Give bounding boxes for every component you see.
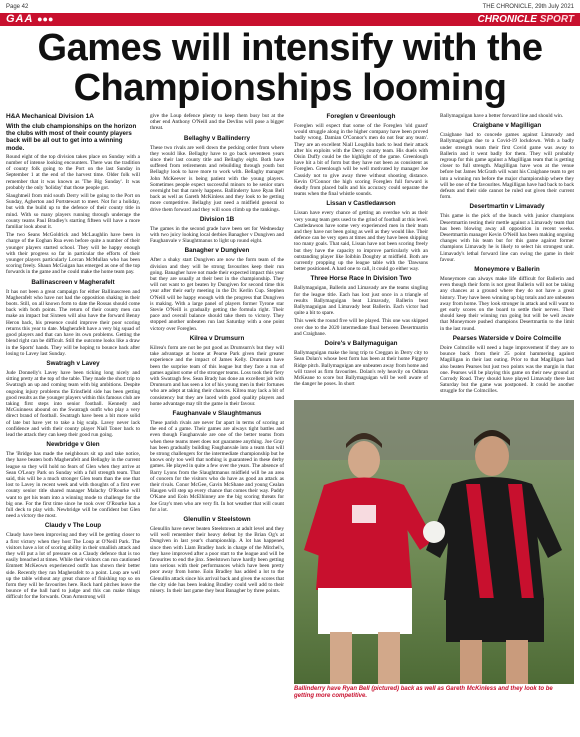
paragraph: Jude Donnelly's Lavey have been ticking long nicely and sitting pretty at the top of the table. They made the short trip to Swatragh an up and coming team with big ambitions. Despite ongoing injury problems the Erinsfield side has been getting good results as the younger players within this famous club are taking first steps into senior football. Kennedy and McGuinness abound on the Swatragh outfit who play a very direct brand of football. Swatragh have been a bit more solid of late but have yet to take a big scalp. Lavey never lack confidence and with their county player Niall Toner back to lead the attack they can keep their good run going. bbox=[6, 369, 140, 438]
fixture-heading: Swatragh v Lavey bbox=[46, 359, 100, 367]
fixture-heading: Craigbane v Magilligan bbox=[472, 122, 542, 130]
fixture-heading: Ballinascreen v Magherafelt bbox=[31, 278, 115, 286]
division-heading: Division 1B bbox=[199, 215, 235, 223]
photo-caption: Ballinderry have Ryan Bell (pictured) back as well as Gareth McKinless and they look to be getting more competitive. bbox=[294, 686, 553, 699]
fixture-heading: Lissan v Castledawson bbox=[326, 200, 396, 208]
paragraph: Ballymaguigan have a better forward line and should win. bbox=[440, 113, 564, 119]
section-title: CHRONICLE SPORT bbox=[477, 14, 574, 25]
fixture-heading: Claudy v The Loup bbox=[44, 522, 102, 530]
paragraph: Kilrea's form are not be put good as Drumsurn's but they will take advantage at home at Pearse Park given their greater experience and the impact of James Kelly. Drumsurn have been the surprise team of this league but they face a run of games against some of the stronger teams. Loss took their fiery with Swatragh few. Sean Brady has done an excellent job with Drumsurn and has seen a lot of his young men in their fortunes who are adept at taking their chances. Kilrea may lack a bit of consistency but they are laced with good quality players and home advantage may tilt the game in their favour. bbox=[150, 344, 284, 407]
fixture-heading: Foreglen v Greenlough bbox=[326, 113, 396, 120]
fixture-heading: Doire's v Ballymaguigan bbox=[324, 340, 398, 348]
fixture-heading: Moneymore v Ballerin bbox=[474, 266, 540, 274]
paragraph: The games in the second grade have been set for Wednesday with two juicy looking local derbies Banagher v Dungiven and Faughanvale v Slaughtmanus to light up round eight. bbox=[150, 225, 284, 245]
paragraph: Doire Colmcille will need a huge improvement if they are to bounce back from their 25 point hammering against Magilligan in their last outing. Prior to that Magilligan had also beaten Pearses but just two points was the margin in that one. Pearses will be playing this game on their new ground at Corrody Road. They should have played Limavady there last Saturday but the game was postponed. It could be another struggle for the Colmcilles. bbox=[440, 344, 574, 395]
paper-dateline: THE CHRONICLE, 29th July 2021 bbox=[482, 4, 574, 10]
gaa-logo-dots: ●●● bbox=[37, 14, 54, 24]
match-photo bbox=[294, 400, 574, 684]
paragraph: These two rivals are well down the pecking order from where they would like. Bellaghy have to go back seventeen years since their last county title and Bellaghy eight. Both have suffered from retirements and rebuilding through youth but Bellaghy look to have more to work with. Bellaghy manager John McKeever is being patient with the young players. Sometimes people expect successful minors to be senior stars overnight but that rarely happens. Ballinderry have Ryan Bell back as well as Gareth McKinless and they look to be getting more competitive. Bellaghy just need a midfield general to drive them forward and they will soon climb up the rankings. bbox=[150, 144, 284, 213]
paragraph: Foreglen will expect that some of the Foreglen 'old guard' would struggle along in the higher company have been proved badly wrong. Damian O'Connor's men do not fear any team'. They are an excellent Niall Loughlin back to lead their attack after his exploits with the Derry county team. His duels with Oisin Duffy could be the highlight of the game. Greenlough have hit a bit of form but they have not been as consistent as Foreglen. Greenlough will be well motivated by manager Joe Cassidy not to give away three without shooting distance. Kevin O'Connor the high scoring Foreglen full forward is deadly from placed balls and his accuracy could separate the teams when the final whistle sounds. bbox=[294, 123, 428, 198]
article-column-2 bbox=[150, 113, 284, 713]
page-number: Page 42 bbox=[6, 4, 29, 10]
paragraph: Claudy have been improving and they will be getting closer to a first victory when they host The Loup at O'Neill Park. The visitors have a lot of scoring ability in their smallish attack and they will put a lot of pressure on a Claudy defence that is too easily breached at times. While their visitors can run cautioned Emmett McKeown experienced outfit has shown their better side. Recently they ran Magherafelt to a point. Loup are well up the table without any great chance of finishing top so on form they will be favourites here. Rock hard pitches leave the bounce of the ball hard to judge and this can make things difficult for the forwards. Oran Armstrong will bbox=[6, 532, 140, 601]
paragraph: Craigbane had to concede games against Limavady and Ballymaguigan due to a Covid-19 lockdown. With a badly under strength team their first Covid game was away to Ballerin and it went badly for them. They will probably regroup for this game against a Magilligan team that is getting closer to full strength. Magilligan have won at the venue before but James McGrath will want his Craigbane team to get into a winning run before the major championship where they will be one of the favourites. Magilligan have had back to back defeats and their side cannot be ruled out given their current form. bbox=[440, 132, 574, 201]
division-heading: Three Horse Race In Division Two bbox=[310, 275, 412, 283]
football-icon bbox=[423, 521, 445, 543]
paragraph: Ballymaguigan make the long trip to Creggan in Derry city to Sean Dolan's whose best form has been at their home Piggery Ridge pitch. Ballymaguigan are unbeaten away from home and will travel as firm favourites. Dolan's rely heavily on Odhran McKeane to score but Ballymaguigan will be well aware of the danger he poses. In short bbox=[294, 350, 428, 388]
fixture-heading: Banagher v Dungiven bbox=[184, 247, 250, 255]
paragraph: This week the round five will be played. This one was skipped over due to the 2020 intermediate final between Desertmartin and Craigbane. bbox=[294, 318, 428, 337]
division-heading: H&A Mechanical Division 1A bbox=[6, 113, 94, 120]
fixture-heading: Pearses Waterside v Doire Colmcille bbox=[452, 334, 562, 342]
article-column-1 bbox=[6, 113, 140, 713]
paragraph: These parish rivals are never far apart in terms of scoring at the end of a game. Their games are always tight battles and even though Faughanvale are one of the better teams from when these teams meet does not guarantee anything. Joe Gray has been gradually building Faughanvale into a team that will be strong challengers for the intermediate championship but he knows only too well that nothing is guaranteed in these derby games. He played in quite a few over the years. The absence of Barry Lyons from the Slaughtmanus midfield will be an area of concern for the visitors who do have as good an attack as their rivals. Conor McGee, Gavin McShane and young Cealan Haugen will step up every chance that comes their way. Paddy O'Kane and Eoin McElhinney are the big scoring threats for Joe Gray's men who are very fit. In hot weather that will count for a lot. bbox=[150, 419, 284, 513]
paragraph: After a shaky start Dungiven are now the form team of the division and they will be strong favourites keep their run going. Banagher have not made their expected impact this year but they are usually at their best in the championship. They will not want to get beaten by Dungiven for second time this year after their early meeting in the Dr. Kerlin Cup. Stephen O'Neill will be happy enough with the progress that Dungiven is making. With a large panel of players former Tyrone star Stevie O'Neill is gradually getting the formula right. Their pace and overall balance should take them to victory. They stopped another unbeaten run last Saturday with a one point victory over Foreglen. bbox=[150, 257, 284, 332]
paragraph: Moneymore can always make life difficult for Ballerin and even though their form is not great Ballerin will not be taking any chances at a ground where they do not have a great history. They have been winning up big totals and are unbeaten away from home. They look stronger in attack and will want to get early scores on the board to settle their nerves. Their should keep their winning run going but will be well aware that Moneymore pushed champions Desertmartin to the limit in the last round. bbox=[440, 276, 574, 332]
fixture-heading: Kilrea v Drumsurn bbox=[189, 334, 245, 342]
paragraph: Ballymaguigan, Ballerin and Limavady are the teams singling for the league title. Each has lost just once in a triangle of results Ballymaguigan beat Limavady, Ballerin beat Ballymaguigan and Limavady beat Ballerin. Each victor had quite a bit to spare. bbox=[294, 285, 428, 317]
paragraph: Round eight of the top division takes place on Sunday with a number of intense looking encounters. There was the tradition of county folk going to the Port on the last Sunday in September 1 at the end of the harvest time. Older folk will remember that it was known as 'The Big Sunday'. It was probably the only 'holiday' that those people got. bbox=[6, 153, 140, 191]
paragraph: This game is the pick of the bunch with junior champions Desertmartin testing their mettle against a Limavady team that has been blowing away all opposition in recent weeks. Desertmartin manager Kevin O'Neill has been making ongoing changes with his team but for this game against former champions Limavady he is likely to select his strongest unit. Limavady's lethal forward line can swing the game in their favour. bbox=[440, 213, 574, 263]
lead-paragraph: With the club championships on the horizon the clubs with most of their county players back will be all out to get into a winning mode. bbox=[6, 123, 137, 152]
paragraph: Slaughtneil from mid south Derry will be going to the Port on Sunday, Agherton and Portstewart to meet. Not for a holiday, but with the build up to the defence of their county title in mind. With so many players running through underage the county teams Paul Bradley's starting fifteen will have a more familiar look about it. bbox=[6, 193, 140, 231]
headline: Games will intensify with the Championships looming bbox=[37, 27, 543, 109]
paragraph: The 'Bridge has made the neighbours sit up and take notice, they have beaten both Magherafelt and Bellaghy in the current league so they will hold no fears of Glen when they arrive at Sean O'Leary Park on Sunday with a full strength team. That said, this will be a much stronger Glen team than the one that lost to Lavey in recent week and with thoughts of a first ever county senior title shared manager Malachy O'Rourke will want to get his team into a winning mode to challenge for the big one. For the first time since he took over O'Rourke has a full deck to play with. Newbridge will be confident but Glen need a victory the most. bbox=[6, 451, 140, 520]
paragraph: Glenullin have never beaten Steelstown at adult level and they will well remember their heavy defeat by the Brian Og's at Dungiven in last year's championship. A lot has happened since then with Liam Bradley back in charge of the Mitchel's, they have improved after a poor start to the league and will be favourites to end the jinx. Steelstown have hardly been getting into serious with their performances which have been pretty poor away from home. Eoin Bradley has added a lot to the Glenullin attack since his arrival back and given the scores that the city side has been leaking Bradley could well add to their misery. In their last game they beat Banagher by three points. bbox=[150, 525, 284, 594]
page-topline bbox=[6, 3, 574, 12]
fixture-heading: Bellaghy v Ballinderry bbox=[183, 134, 251, 142]
gaa-logo: GAA ●●● bbox=[6, 13, 54, 25]
fixture-heading: Newbridge v Glen bbox=[46, 441, 100, 449]
paragraph: The two Seans McGoldrick and McLaughlin have been in charge of the Eoghan Rua even before quite a number of their younger players started school. They will be happy enough with their progress so far in particular the efforts of their younger players particularly Lorcan McMullan who has been scoring freely. Shaun McGuigan has emerged as one of the top forwards in the game and he could make the home team pay. bbox=[6, 232, 140, 276]
paragraph: give the Loup defence plenty to keep them busy but at the other end Anthony O'Neill and the Devlins will pose a bigger threat. bbox=[150, 113, 284, 132]
fixture-heading: Faughanvale v Slaughtmanus bbox=[172, 409, 262, 417]
fixture-heading: Glenullin v Steelstown bbox=[183, 515, 251, 523]
paragraph: It has not been a great campaign for either Ballinascreen and Magherafelt who have not had the opposition shaking in their boots. Still, on all known form to date the Rossas should come back with both points. The return of their county men can make an impact but Sixteen will also have the forward Benny Heron back, his presence could improve their poor scoring returns this year to date. Magherafelt have a very big squad of good players and that can have its own problems. Getting the blend right can be difficult. Still the outcome looks like a draw in the Sports' hands. They will be hoping to bounce back after losing to Lavey last Sunday. bbox=[6, 288, 140, 357]
match-photo-illustration bbox=[294, 400, 574, 684]
section-banner bbox=[0, 13, 580, 26]
fixture-heading: Desertmartin v Limavady bbox=[469, 203, 545, 211]
paragraph: Lissan have every chance of getting an overdue win as their very young team gets used to the grind of football at this level. Castledawson have some very experienced men in their team and they have not been going as well as they would like. Their defence can be very open at times and they have been shipping too many goals. That said, Lissan have not been scoring freely but they have the capacity to improve particularly with an outstanding player like Ioibhin Doughty at midfield. Both are currently propping up the league table with the 'Dawsons better positioned. A hard one to call, it could go either way. bbox=[294, 210, 428, 273]
